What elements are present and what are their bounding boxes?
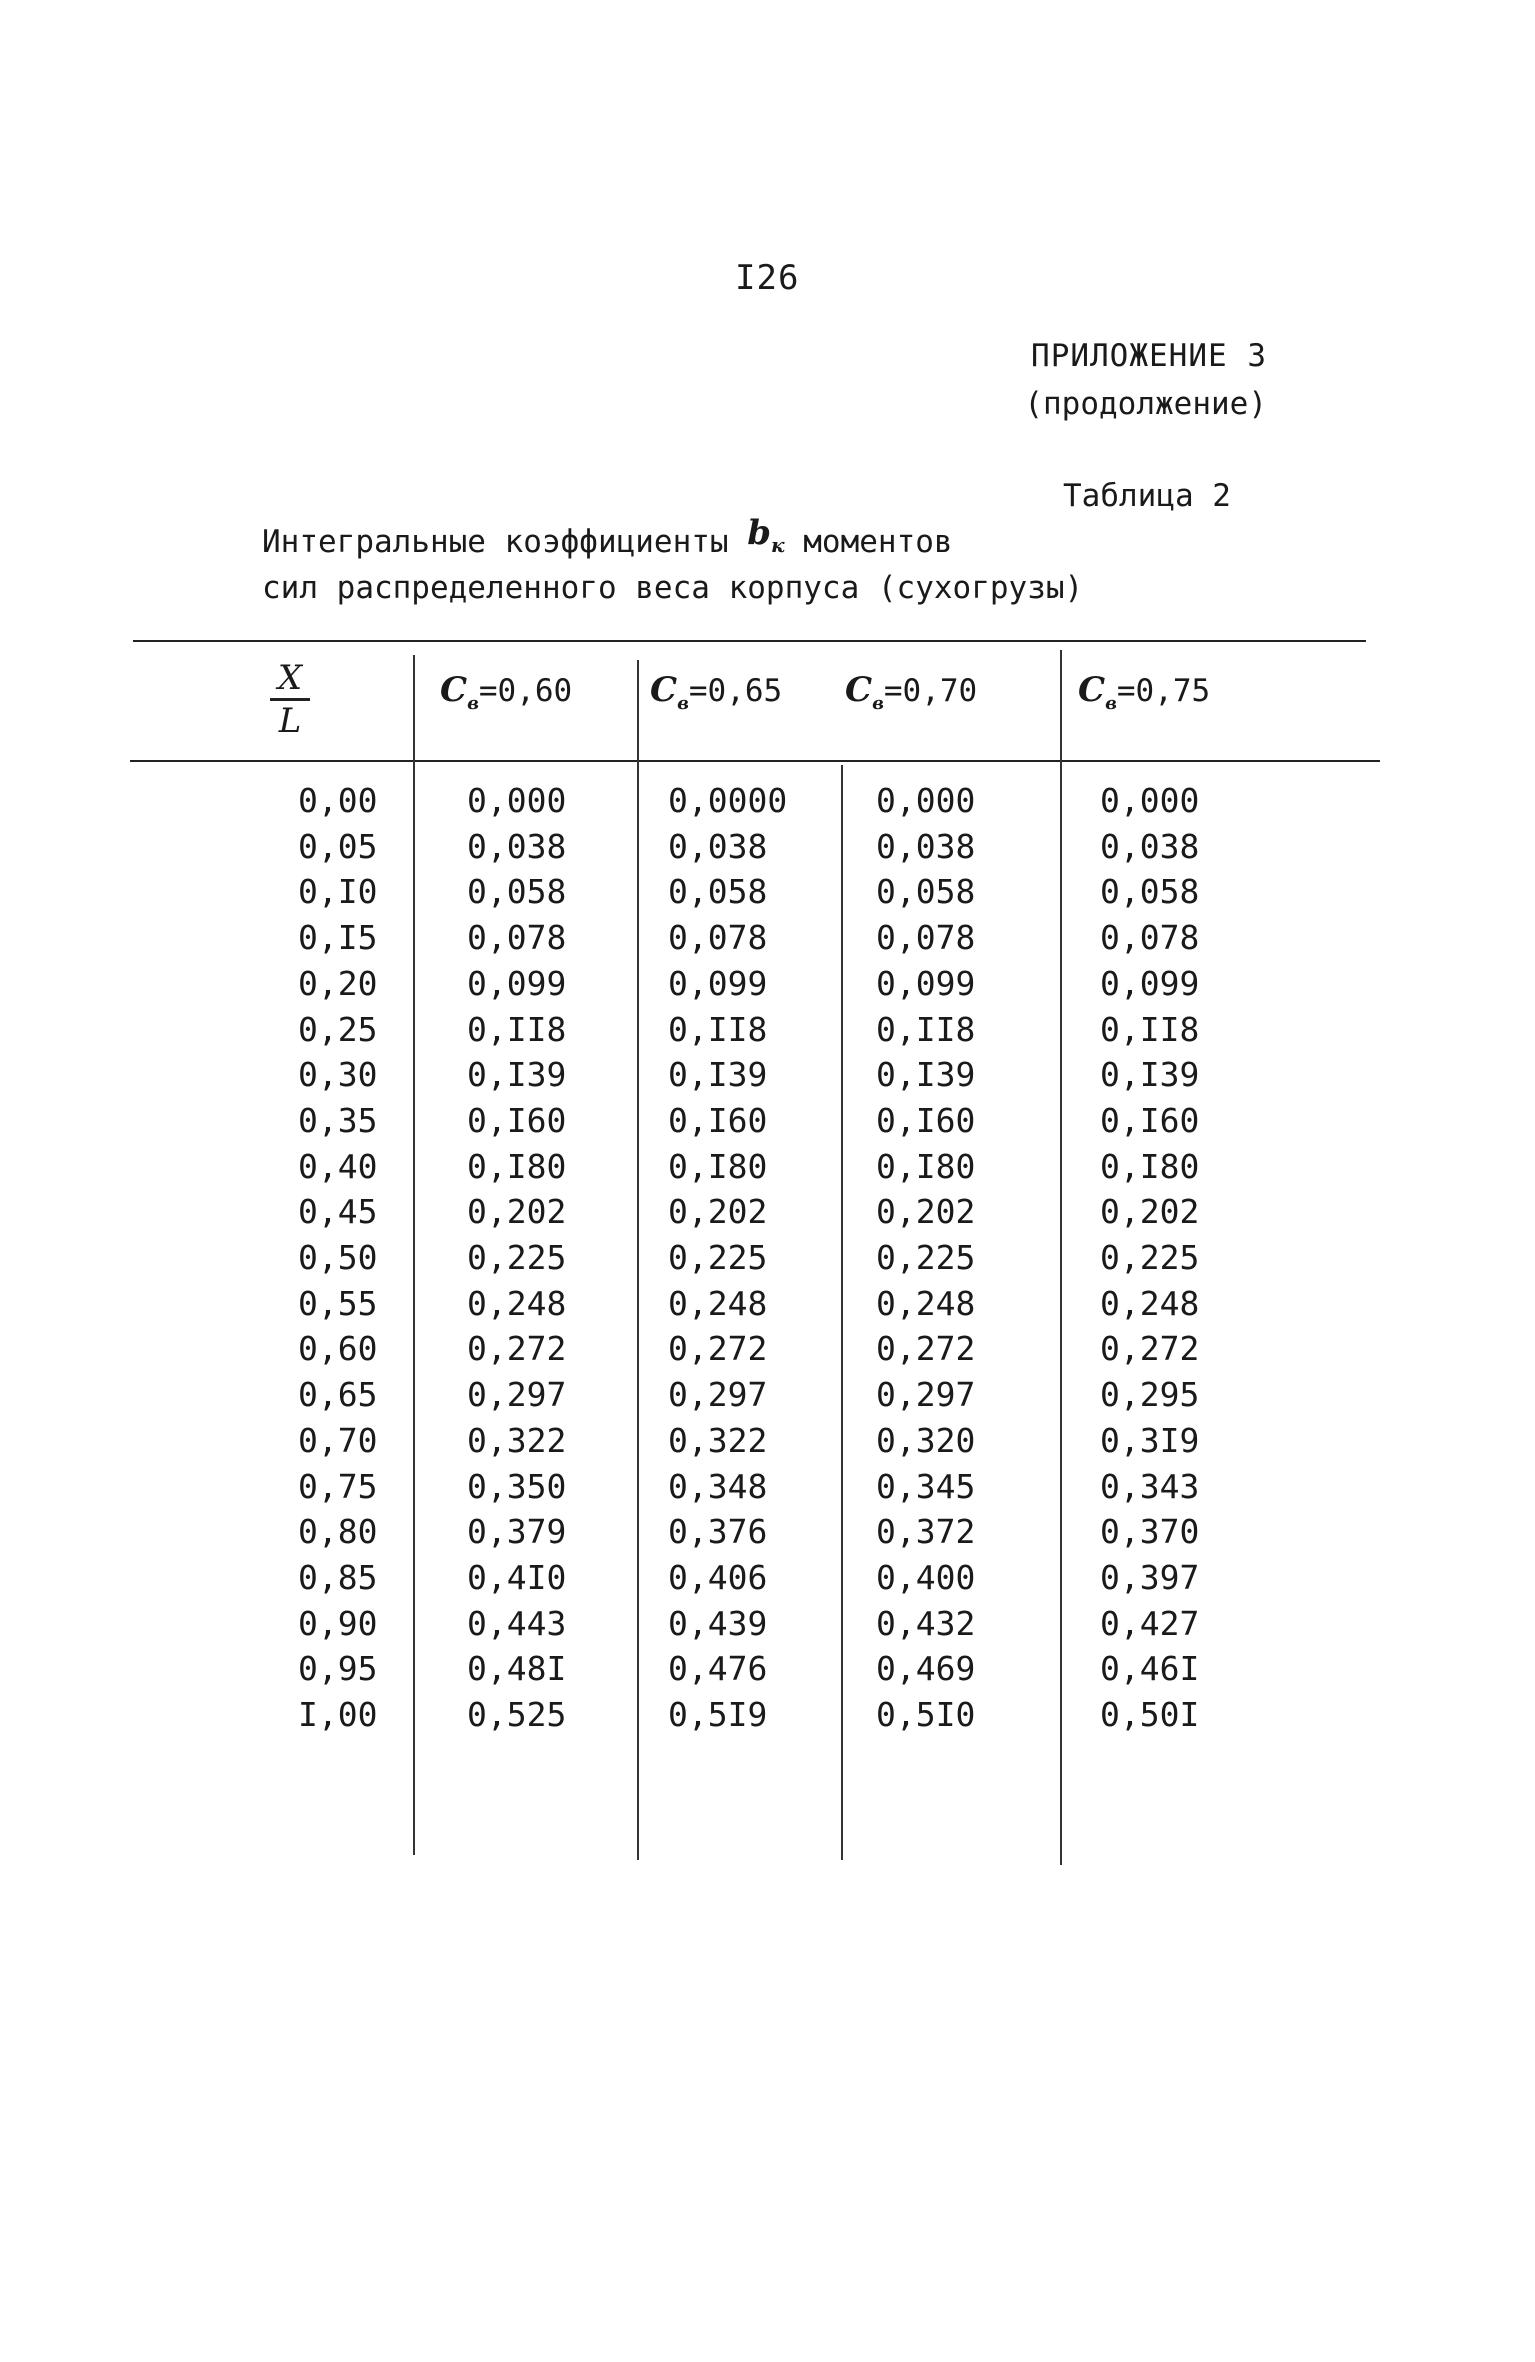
x-over-l-column: [298, 778, 377, 1738]
table-cell: 0,40: [298, 1146, 378, 1186]
table-cell: 0,202: [668, 1192, 768, 1232]
table-cell: 0,90: [298, 1603, 378, 1643]
table-cell: 0,I0: [298, 872, 378, 912]
table-cell: 0,45: [298, 1192, 378, 1232]
table-cell: 0,05: [298, 826, 378, 866]
column-divider: [841, 765, 843, 1860]
table-cell: 0,297: [876, 1375, 976, 1415]
table-cell: 0,058: [1100, 872, 1200, 912]
table-cell: 0,0000: [668, 781, 788, 820]
table-cell: 0,248: [467, 1283, 567, 1323]
table-cell: 0,25: [298, 1009, 378, 1049]
table-header-rule: [130, 760, 1380, 762]
table-cell: 0,95: [298, 1649, 378, 1689]
table-cell: 0,202: [876, 1192, 976, 1232]
table-cell: 0,75: [298, 1466, 378, 1506]
table-cell: 0,225: [668, 1238, 768, 1278]
table-cell: 0,400: [876, 1557, 976, 1597]
table-cell: 0,320: [876, 1420, 976, 1460]
table-cell: 0,058: [876, 872, 976, 912]
table-cell: 0,I39: [467, 1055, 567, 1095]
table-cell: 0,I80: [876, 1146, 976, 1186]
table-cell: 0,30: [298, 1055, 378, 1095]
table-cell: 0,099: [876, 963, 976, 1003]
table-cell: I,00: [298, 1695, 378, 1735]
x-over-l-header: X L: [270, 660, 310, 739]
table-cell: 0,099: [1100, 963, 1200, 1003]
table-cell: 0,297: [668, 1375, 768, 1415]
table-cell: 0,000: [467, 781, 567, 820]
table-cell: 0,038: [467, 826, 567, 866]
table-cell: 0,5I0: [876, 1695, 976, 1735]
table-cell: 0,I60: [668, 1100, 768, 1140]
table-cell: 0,295: [1100, 1375, 1200, 1415]
table-cell: 0,80: [298, 1512, 378, 1552]
table-cell: 0,348: [668, 1466, 768, 1506]
table-cell: 0,078: [876, 918, 976, 958]
table-top-rule: [133, 640, 1366, 642]
table-cell: 0,II8: [467, 1009, 567, 1049]
table-cell: 0,248: [1100, 1283, 1200, 1323]
table-cell: 0,202: [1100, 1192, 1200, 1232]
table-cell: 0,II8: [876, 1009, 976, 1049]
table-cell: 0,397: [1100, 1557, 1200, 1597]
caption-text-after: моментов: [803, 524, 953, 560]
table-cell: 0,432: [876, 1603, 976, 1643]
table-cell: 0,II8: [1100, 1009, 1200, 1049]
table-cell: 0,078: [467, 918, 567, 958]
table-cell: 0,078: [1100, 918, 1200, 958]
table-cell: 0,427: [1100, 1603, 1200, 1643]
table-cell: 0,I5: [298, 918, 378, 958]
column-divider: [637, 660, 639, 1860]
table-cell: 0,297: [467, 1375, 567, 1415]
table-cell: 0,I80: [668, 1146, 768, 1186]
table-cell: 0,038: [1100, 826, 1200, 866]
table-cell: 0,443: [467, 1603, 567, 1643]
table-cell: 0,406: [668, 1557, 768, 1597]
column-header: $C_в=0,70$: [845, 670, 978, 714]
coef-075-column: [1100, 778, 1199, 1738]
caption-text-before: Интегральные коэффициенты: [262, 524, 729, 560]
table-cell: 0,272: [876, 1329, 976, 1369]
table-cell: 0,II8: [668, 1009, 768, 1049]
table-label: Таблица 2: [1063, 478, 1231, 514]
column-header: $C_в=0,75$: [1078, 670, 1211, 714]
table-cell: 0,322: [668, 1420, 768, 1460]
column-divider: [1060, 650, 1062, 1865]
table-cell: 0,55: [298, 1283, 378, 1323]
table-cell: 0,20: [298, 963, 378, 1003]
column-header: $C_в=0,65$: [650, 670, 783, 714]
table-cell: 0,225: [467, 1238, 567, 1278]
coef-070-column: [876, 778, 975, 1738]
column-divider: [413, 655, 415, 1855]
coefficient-symbol: $b_к$: [747, 513, 785, 557]
table-cell: 0,272: [467, 1329, 567, 1369]
table-cell: 0,I80: [1100, 1146, 1200, 1186]
table-cell: 0,65: [298, 1375, 378, 1415]
table-cell: 0,50: [298, 1238, 378, 1278]
table-cell: 0,272: [668, 1329, 768, 1369]
coef-060-column: [467, 778, 566, 1738]
table-cell: 0,I60: [876, 1100, 976, 1140]
table-cell: 0,248: [876, 1283, 976, 1323]
table-cell: 0,60: [298, 1329, 378, 1369]
table-cell: 0,058: [467, 872, 567, 912]
table-cell: 0,038: [668, 826, 768, 866]
table-cell: 0,35: [298, 1100, 378, 1140]
table-cell: 0,000: [1100, 781, 1200, 820]
table-cell: 0,I39: [668, 1055, 768, 1095]
table-cell: 0,272: [1100, 1329, 1200, 1369]
table-cell: 0,46I: [1100, 1649, 1200, 1689]
table-cell: 0,85: [298, 1557, 378, 1597]
table-cell: 0,I80: [467, 1146, 567, 1186]
table-cell: 0,476: [668, 1649, 768, 1689]
table-cell: 0,322: [467, 1420, 567, 1460]
page-number: I26: [735, 258, 800, 298]
table-cell: 0,343: [1100, 1466, 1200, 1506]
table-cell: 0,099: [668, 963, 768, 1003]
table-cell: 0,370: [1100, 1512, 1200, 1552]
table-caption-line-2: сил распределенного веса корпуса (сухогрузы): [262, 570, 1084, 606]
table-cell: 0,00: [298, 781, 378, 820]
column-header: $C_в=0,60$: [440, 670, 573, 714]
table-cell: 0,058: [668, 872, 768, 912]
table-cell: 0,I39: [876, 1055, 976, 1095]
table-cell: 0,248: [668, 1283, 768, 1323]
table-cell: 0,379: [467, 1512, 567, 1552]
table-cell: 0,I60: [1100, 1100, 1200, 1140]
appendix-title: ПРИЛОЖЕНИЕ 3: [1031, 338, 1267, 374]
table-cell: 0,000: [876, 781, 976, 820]
table-cell: 0,225: [1100, 1238, 1200, 1278]
table-cell: 0,225: [876, 1238, 976, 1278]
table-cell: 0,I39: [1100, 1055, 1200, 1095]
table-cell: 0,48I: [467, 1649, 567, 1689]
coef-065-column: [668, 778, 787, 1738]
table-cell: 0,202: [467, 1192, 567, 1232]
table-cell: 0,345: [876, 1466, 976, 1506]
table-cell: 0,376: [668, 1512, 768, 1552]
table-cell: 0,078: [668, 918, 768, 958]
table-cell: 0,4I0: [467, 1557, 567, 1597]
table-cell: 0,5I9: [668, 1695, 768, 1735]
table-cell: 0,70: [298, 1420, 378, 1460]
table-cell: 0,469: [876, 1649, 976, 1689]
table-cell: 0,038: [876, 826, 976, 866]
table-cell: 0,350: [467, 1466, 567, 1506]
table-cell: 0,099: [467, 963, 567, 1003]
table-cell: 0,372: [876, 1512, 976, 1552]
table-cell: 0,439: [668, 1603, 768, 1643]
table-cell: 0,I60: [467, 1100, 567, 1140]
appendix-subtitle: (продолжение): [1024, 386, 1267, 422]
table-caption-line-1: [262, 513, 953, 565]
table-cell: 0,3I9: [1100, 1420, 1200, 1460]
table-cell: 0,525: [467, 1695, 567, 1735]
table-cell: 0,50I: [1100, 1695, 1200, 1735]
